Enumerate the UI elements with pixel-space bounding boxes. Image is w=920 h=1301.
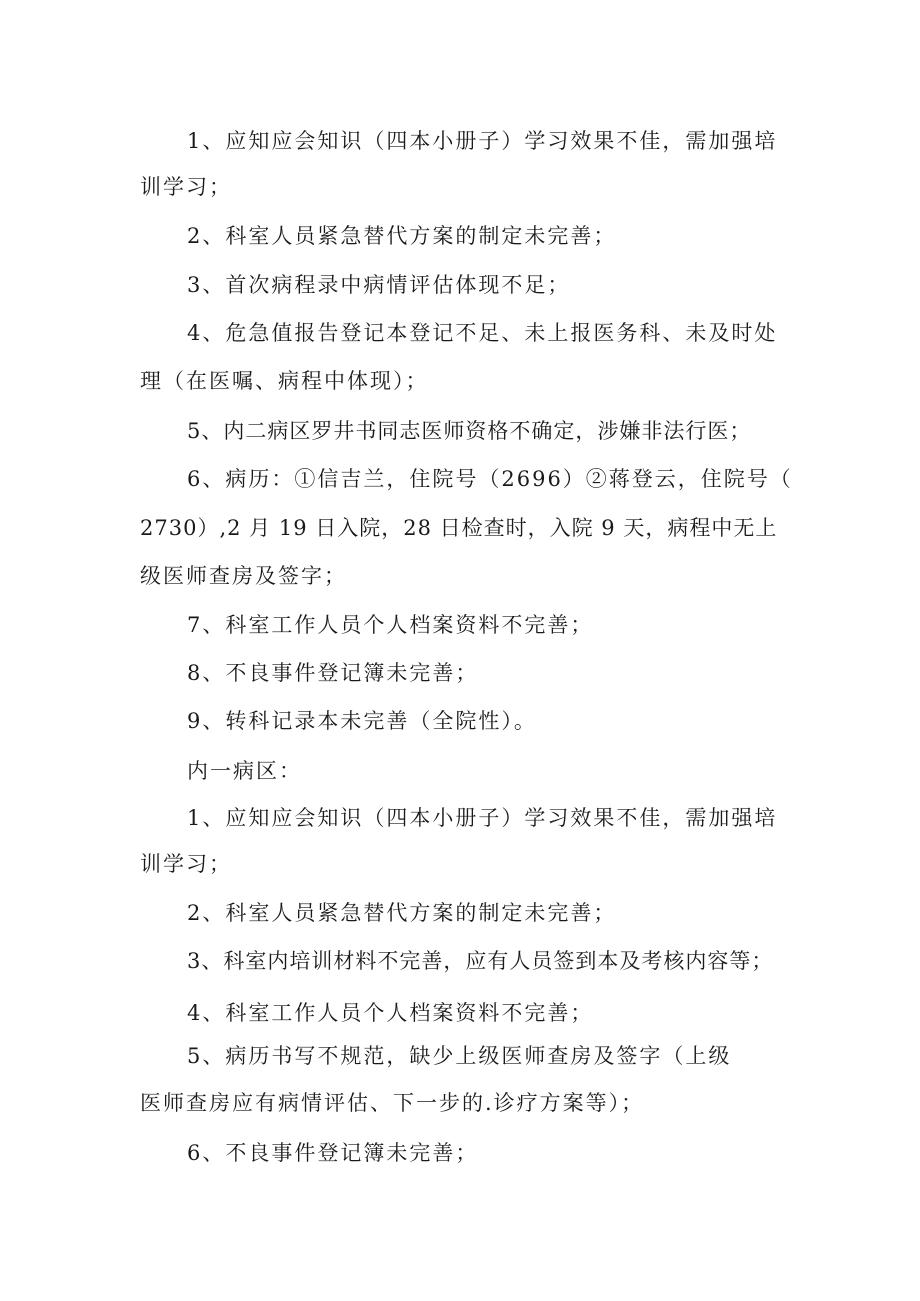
text-line: 3、首次病程录中病情评估体现不足； [187,273,571,297]
text-line: 7、科室工作人员个人档案资料不完善； [187,613,594,637]
text-line: 5、病历书写不规范，缺少上级医师查房及签字（上级 [187,1044,732,1068]
text-line: 9、转科记录本未完善（全院性）。 [187,709,537,733]
section-heading: 内一病区： [187,759,302,783]
text-line: 医师查房应有病情评估、下一步的.诊疗方案等）； [140,1091,645,1115]
text-line: 6、病历：①信吉兰，住院号（2696）②蒋登云，住院号（ [187,467,793,491]
text-line: 训学习； [140,175,232,199]
text-line: 2730）,2 月 19 日入院，28 日检查时，入院 9 天，病程中无上 [140,516,778,540]
text-line: 1、应知应会知识（四本小册子）学习效果不佳，需加强培 [187,129,778,153]
text-line: 3、科室内培训材料不完善，应有人员签到本及考核内容等； [187,949,774,973]
text-line: 4、危急值报告登记本登记不足、未上报医务科、未及时处 [187,321,778,345]
text-line: 2、科室人员紧急替代方案的制定未完善； [187,901,617,925]
text-line: 训学习； [140,852,232,876]
text-line: 级医师查房及签字； [140,564,347,588]
text-line: 4、科室工作人员个人档案资料不完善； [187,1001,594,1025]
text-line: 理（在医嘱、病程中体现）； [140,369,429,393]
text-line: 6、不良事件登记簿未完善； [187,1141,479,1165]
text-line: 1、应知应会知识（四本小册子）学习效果不佳，需加强培 [187,806,778,830]
text-line: 8、不良事件登记簿未完善； [187,661,479,685]
text-line: 2、科室人员紧急替代方案的制定未完善； [187,224,617,248]
text-line: 5、内二病区罗井书同志医师资格不确定，涉嫌非法行医； [187,419,752,443]
